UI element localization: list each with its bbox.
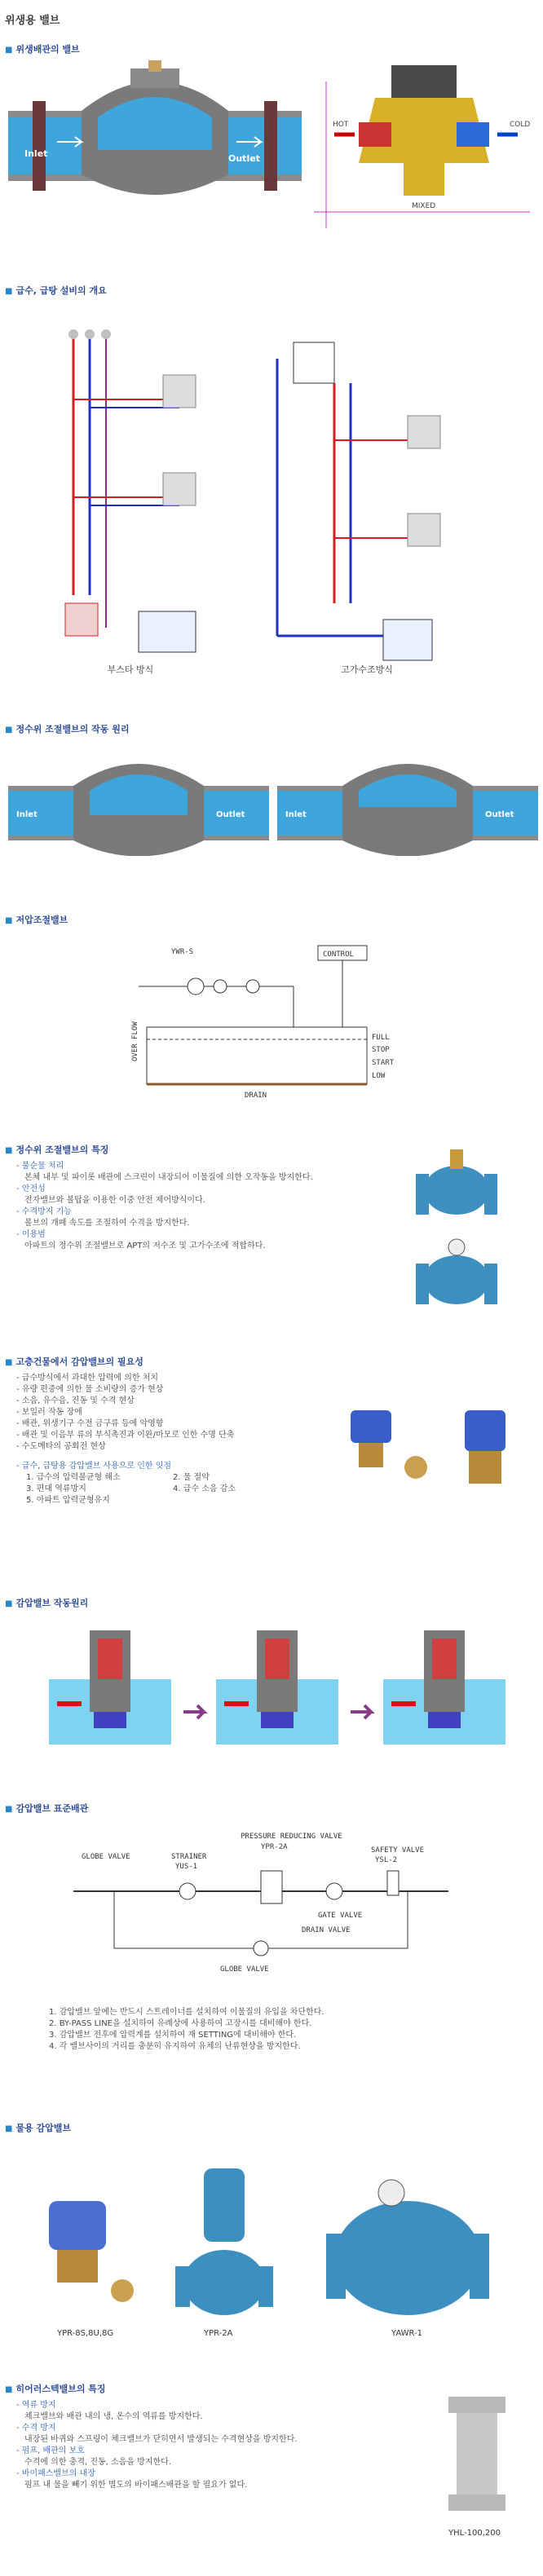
ywr-label: YWR-S [171, 948, 194, 956]
bullet-icon: ■ [5, 726, 13, 734]
cold-label: COLD [510, 121, 531, 129]
feature-text: 볼브의 개폐 속도를 조절하여 수격을 방지한다. [24, 1219, 190, 1228]
gravity-caption: 고가수조방식 [341, 664, 393, 675]
section-title: 감압밸브 표준배관 [15, 1803, 89, 1814]
bullet-icon: ■ [5, 1599, 13, 1608]
yus-label: YUS-1 [175, 1863, 198, 1871]
section-title: 저압조절밸브 [15, 915, 68, 925]
drain-valve-label: DRAIN VALVE [302, 1926, 351, 1934]
inlet-label: Inlet [285, 810, 307, 819]
effect-item: 1. 급수의 압력불균형 해소 [26, 1473, 121, 1482]
feature-heading: - 수격 방지 [16, 2424, 56, 2433]
features-list [16, 1161, 375, 1252]
mixing-valve-figure [310, 49, 538, 245]
page-title: 위생용 밸브 [5, 15, 60, 27]
ypr-label: YPR-2A [261, 1843, 288, 1851]
note-item: 1. 감압밸브 앞에는 반드시 스트레이너를 설치하여 이물질의 유입을 차단한다. [49, 2008, 324, 2017]
section-title: 고층건물에서 감압밸브의 필요성 [15, 1356, 143, 1367]
feature-text: 본체 내부 및 파이롯 배관에 스크린이 내장되어 이물질에 의한 오작동을 방지한다. [24, 1173, 313, 1182]
prv-label: PRESSURE REDUCING VALVE [241, 1833, 342, 1841]
feature-text: 펌프 내 물을 빼기 위한 별도의 바이패스배관을 할 필요가 없다. [24, 2481, 248, 2490]
product-lineup [33, 2152, 522, 2348]
section-heading [5, 2121, 71, 2134]
need-item: - 유량 편중에 의한 물 소비량의 증가 현상 [16, 1385, 164, 1394]
gravity-tank-diagram [261, 293, 448, 677]
need-item: - 소음, 유수음, 진동 및 수격 현상 [16, 1396, 135, 1405]
need-item: - 배관, 위생기구 수전 금구류 등에 악영향 [16, 1419, 164, 1428]
effect-grid [16, 1472, 342, 1506]
section-title: 물용 감압밸브 [15, 2123, 72, 2133]
feature-heading: - 바이패스밸브의 내장 [16, 2469, 95, 2478]
feature-text: 전자밸브와 볼탑을 이용한 이중 안전 제어방식이다. [24, 1196, 205, 1205]
booster-caption: 부스타 방식 [107, 664, 154, 675]
section-heading [5, 284, 107, 297]
safety-label: SAFETY VALVE [371, 1846, 425, 1855]
float-valve-closed-figure [277, 750, 538, 856]
section-title: 히어러스텍밸브의 특징 [15, 2384, 106, 2394]
globe2-label: GLOBE VALVE [220, 1965, 269, 1974]
section-title: 급수, 급탕 설비의 개요 [15, 285, 107, 296]
note-item: 3. 감압밸브 전후에 압력계를 설치하여 재 SETTING에 대비해야 한다. [49, 2031, 297, 2040]
standard-piping-diagram [65, 1826, 457, 1989]
bullet-icon: ■ [5, 46, 13, 55]
hot-label: HOT [333, 121, 349, 129]
gate-label: GATE VALVE [318, 1912, 363, 1920]
stop-label: STOP [372, 1046, 390, 1054]
full-label: FULL [372, 1034, 390, 1042]
section-title: 정수위 조절밸브의 특징 [15, 1145, 109, 1155]
effect-item: 3. 편대 역류방지 [26, 1484, 86, 1493]
mixed-label: MIXED [412, 202, 436, 210]
product-photo-valves [408, 1141, 505, 1329]
valve-operation-sequence [49, 1622, 505, 1785]
section-heading [5, 2382, 106, 2395]
drain-label: DRAIN [245, 1092, 267, 1100]
need-item: - 수도메타의 공회전 현상 [16, 1442, 106, 1451]
section-title: 감압밸브 작동원리 [15, 1598, 89, 1608]
bullet-icon: ■ [5, 2385, 13, 2394]
note-item: 4. 각 밸브사이의 거리를 충분히 유지하여 유체의 난류현상을 방지한다. [49, 2042, 301, 2051]
feature-heading: - 수격방지 기능 [16, 1207, 72, 1216]
section-heading [5, 913, 68, 926]
product-label: YAWR-1 [391, 2329, 423, 2338]
feature-text: 체크밸브와 배관 내의 냉, 온수의 역류를 방지한다. [24, 2412, 203, 2421]
pressure-reducing-valve-photo [342, 1394, 530, 1500]
feature-heading: - 불순물 처리 [16, 1162, 64, 1171]
product-label: YPR-2A [204, 2329, 233, 2338]
globe-label: GLOBE VALVE [82, 1853, 130, 1861]
effect-heading: - 급수, 급탕용 감압밸브 사용으로 인한 잇점 [16, 1462, 172, 1471]
feature-heading: - 펌프, 배관의 보호 [16, 2446, 85, 2455]
standard-notes [49, 2007, 505, 2053]
feature-text: 수격에 의한 충격, 진동, 소음을 방지한다. [24, 2458, 171, 2467]
inlet-label: Inlet [24, 148, 48, 159]
bullet-icon: ■ [5, 1805, 13, 1814]
bullet-icon: ■ [5, 1358, 13, 1367]
bullet-icon: ■ [5, 1146, 13, 1155]
bullet-icon: ■ [5, 287, 13, 296]
need-item: - 보일러 작동 장애 [16, 1408, 82, 1417]
booster-system-diagram [41, 302, 228, 677]
feature-text: 아파트의 정수위 조절밸브로 APT의 저수조 및 고가수조에 적합하다. [24, 1242, 266, 1251]
section-heading [5, 722, 129, 735]
note-item: 2. BY-PASS LINE을 설치하여 유례상에 사용하여 고장시를 대비해야 한다. [49, 2019, 312, 2028]
need-item: - 급수방식에서 과대한 압력에 의한 처치 [16, 1374, 159, 1383]
bullet-icon: ■ [5, 2124, 13, 2133]
outlet-label: Outlet [228, 153, 260, 164]
section-heading [5, 42, 80, 55]
section-heading [5, 1355, 143, 1368]
ysl-label: YSL-2 [375, 1856, 398, 1864]
outlet-label: Outlet [485, 810, 514, 819]
need-list [16, 1373, 342, 1506]
feature-text: 내장된 바퀴와 스프링이 체크밸브가 닫히면서 발생되는 수격현상을 방지한다. [24, 2435, 298, 2444]
section-heading [5, 1802, 88, 1815]
float-valve-open-figure [8, 750, 269, 856]
section-title: 정수위 조절밸브의 작동 원리 [15, 724, 130, 734]
section-title: 위생배관의 밸브 [15, 44, 80, 55]
strainer-label: STRAINER [171, 1853, 207, 1861]
bullet-icon: ■ [5, 916, 13, 925]
effect-item: 5. 아파트 압력균형유지 [26, 1496, 110, 1505]
outlet-label: Outlet [216, 810, 245, 819]
control-label: CONTROL [323, 951, 354, 959]
section-heading [5, 1596, 88, 1609]
product-label: YHL-100,200 [448, 2529, 501, 2538]
effect-item: 4. 급수 소음 감소 [173, 1484, 236, 1493]
low-pressure-valve-diagram [130, 937, 400, 1101]
section-heading [5, 1143, 108, 1156]
feature-heading: - 역류 방지 [16, 2401, 56, 2410]
inlet-label: Inlet [16, 810, 38, 819]
check-valve-photo [432, 2380, 522, 2543]
product-label: YPR-8S,8U,8G [57, 2329, 114, 2338]
feature-heading: - 안전성 [16, 1184, 46, 1193]
check-valve-features [16, 2400, 400, 2491]
start-label: START [372, 1059, 395, 1067]
low-label: LOW [372, 1072, 386, 1080]
feature-heading: - 이용범 [16, 1230, 46, 1239]
valve-cross-section-figure [8, 60, 302, 223]
effect-item: 2. 물 절약 [173, 1473, 210, 1482]
need-item: - 배관 및 이음부 류의 부식촉진과 이완/마모로 인한 수명 단축 [16, 1431, 235, 1440]
overflow-label: OVER FLOW [131, 1021, 139, 1061]
